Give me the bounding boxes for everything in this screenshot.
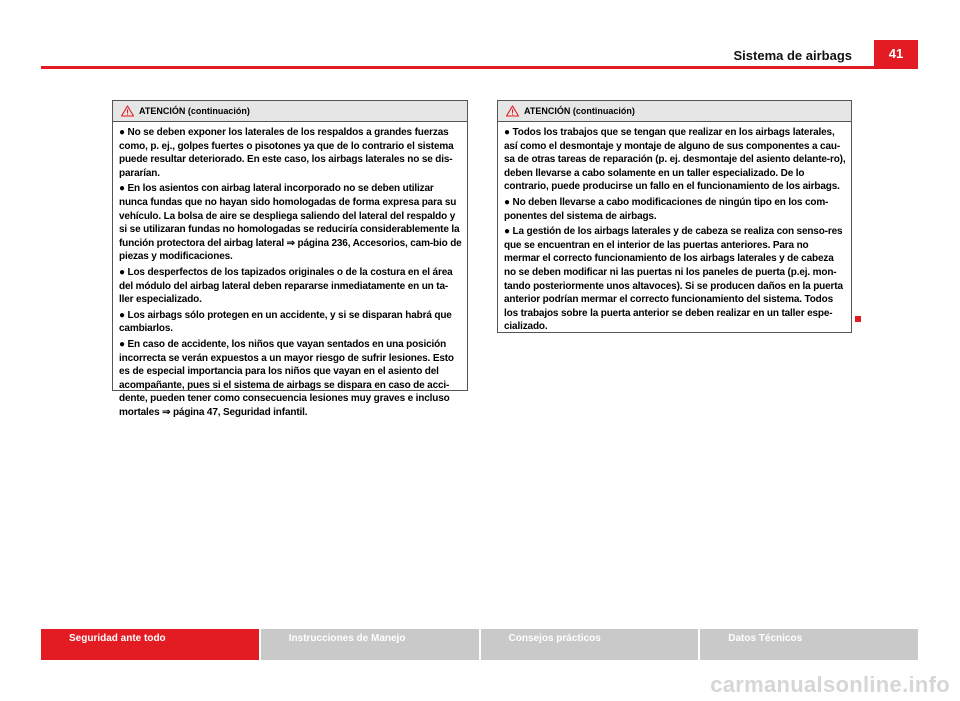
warning-box-left bbox=[112, 100, 468, 418]
warning-paragraph: ● Todos los trabajos que se tengan que realizar en los airbags laterales, así como el desmontaje y montaje de alguno de sus componentes a cau-sa de otras tareas de reparación (p. ej. desmontaje del asiento delante-ro), deben llevarse a cabo solamente en un taller especializado. De lo contrario, puede producirse un fallo en el funcionamiento de los airbags. bbox=[504, 127, 846, 193]
footer-tab-seguridad[interactable]: Seguridad ante todo bbox=[41, 629, 259, 660]
page-number: 41 bbox=[874, 40, 918, 67]
warning-paragraph: ● La gestión de los airbags laterales y de cabeza se realiza con senso-res que se encuentran en el interior de las puertas anteriores. Para no mermar el correcto funcionamiento de los airbags laterales y de cabeza no se deben modificar ni las puertas ni los paneles de puerta (p.ej. mon-tando posteriormente unos altavoces). Si se producen daños en la puerta anterior podrían mermar el correcto funcionamiento del sistema. Todos los trabajos sobre la puerta anterior se deben realizar en un taller espe-cializado. bbox=[504, 226, 843, 333]
section-end-marker bbox=[855, 316, 861, 322]
warning-box-body bbox=[498, 122, 851, 334]
warning-paragraph: ● Los desperfectos de los tapizados originales o de la costura en el área del módulo del airbag lateral deben repararse inmediatamente en un ta-ller especializado. bbox=[119, 266, 453, 306]
warning-box-title: ATENCIÓN (continuación) bbox=[524, 106, 635, 116]
footer-tab-consejos[interactable]: Consejos prácticos bbox=[481, 629, 699, 660]
warning-box-header bbox=[498, 101, 851, 122]
warning-paragraph: ● En caso de accidente, los niños que vayan sentados en una posición incorrecta se verán expuestos a un mayor riesgo de sufrir lesiones. Esto es de especial importancia para los niños que vayan en el asiento del acompañante, pues si el sistema de airbags se dispara en caso de acci-dente, pueden tener como consecuencia lesiones muy graves e incluso mortales ⇒ página 47, Seguridad infantil. bbox=[119, 338, 454, 418]
warning-paragraph: ● No deben llevarse a cabo modificaciones de ningún tipo en los com-ponentes del sistema de airbags. bbox=[504, 196, 829, 222]
warning-box-right bbox=[497, 100, 852, 333]
footer-tab-datos[interactable]: Datos Técnicos bbox=[700, 629, 918, 660]
warning-paragraph: ● No se deben exponer los laterales de los respaldos a grandes fuerzas como, p. ej., golpes fuertes o pisotones ya que de lo contrario el sistema puede resultar deteriorado. En este caso, los airbags laterales no se dis-pararían. bbox=[119, 127, 454, 179]
warning-box-header bbox=[113, 101, 467, 122]
warning-paragraph: ● En los asientos con airbag lateral incorporado no se deben utilizar nunca fundas que no hayan sido homologadas de forma expresa para su vehículo. La bolsa de aire se despliega saliendo del lateral del respaldo y si se utilizaran fundas no homologadas se reduciría considerablemente la función protectora del airbag lateral ⇒ página 236, Accesorios, cam-bio de piezas y modificaciones. bbox=[119, 183, 462, 263]
footer-nav bbox=[41, 629, 918, 660]
warning-triangle-icon bbox=[121, 105, 134, 117]
page-header-title: Sistema de airbags bbox=[733, 48, 852, 63]
watermark: carmanualsonline.info bbox=[710, 672, 950, 697]
warning-box-body bbox=[113, 122, 467, 419]
warning-paragraph: ● Los airbags sólo protegen en un accidente, y si se disparan habrá que cambiarlos. bbox=[119, 309, 452, 335]
warning-box-title: ATENCIÓN (continuación) bbox=[139, 106, 250, 116]
footer-tab-instrucciones[interactable]: Instrucciones de Manejo bbox=[261, 629, 479, 660]
header-rule bbox=[41, 66, 918, 69]
warning-triangle-icon bbox=[506, 105, 519, 117]
